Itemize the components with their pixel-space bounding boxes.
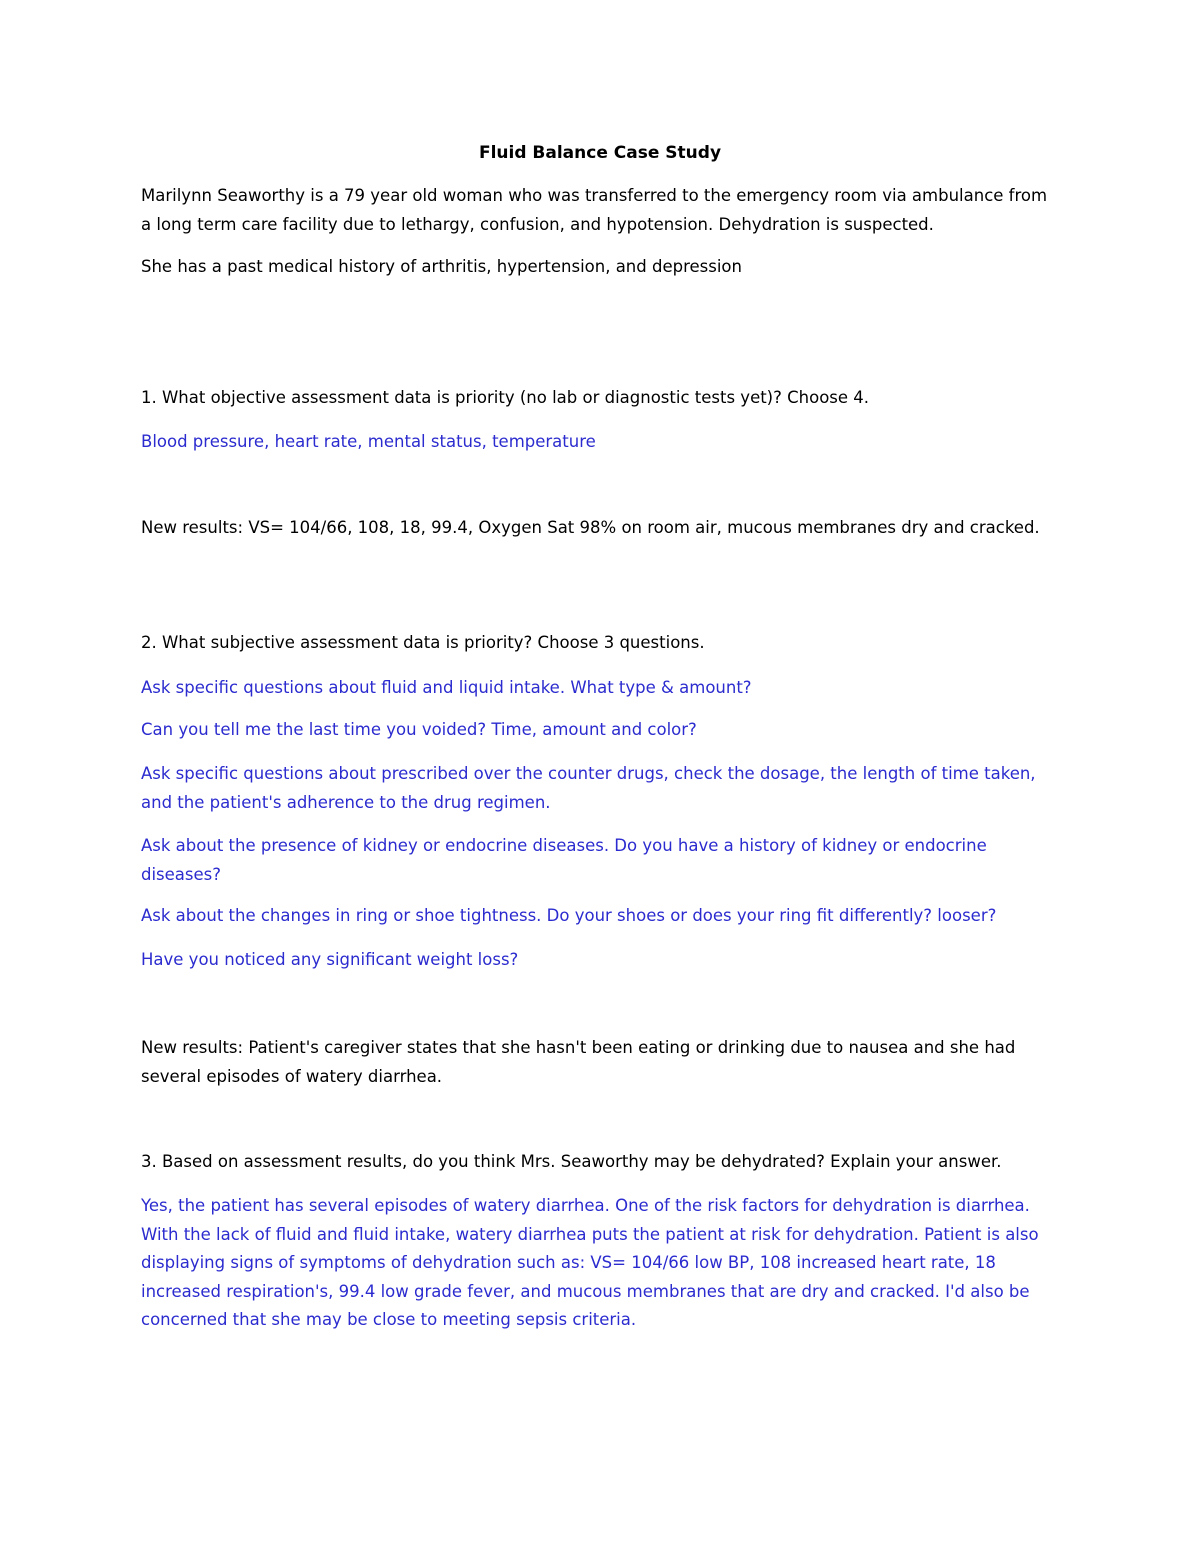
question-3: 3. Based on assessment results, do you think Mrs. Seaworthy may be dehydrated? Explain your answer.	[141, 1152, 1002, 1171]
results-2: New results: Patient's caregiver states that she hasn't been eating or drinking due to nausea and she had several episodes of watery diarrhea.	[141, 1038, 1016, 1086]
question-1: 1. What objective assessment data is priority (no lab or diagnostic tests yet)? Choose 4.	[141, 388, 870, 407]
answer-2-item: Ask about the presence of kidney or endocrine diseases. Do you have a history of kidney or endocrine diseases?	[141, 836, 987, 884]
answer-3: Yes, the patient has several episodes of watery diarrhea. One of the risk factors for dehydration is diarrhea. With the lack of fluid and fluid intake, watery diarrhea puts the patient at risk for dehydration. Patient is also displaying signs of symptoms of dehydration such as: VS= 104/66 low BP, 108 increased heart rate, 18 increased respiration's, 99.4 low grade fever, and mucous membranes that are dry and cracked. I'd also be concerned that she may be close to meeting sepsis criteria.	[141, 1196, 1039, 1329]
answer-2-item: Ask about the changes in ring or shoe tightness. Do your shoes or does your ring fit differently? looser?	[141, 906, 997, 925]
intro-paragraph-patient: Marilynn Seaworthy is a 79 year old woman who was transferred to the emergency room via ambulance from a long term care facility due to lethargy, confusion, and hypotension. Dehydration is suspected.	[141, 186, 1048, 234]
answer-2-item: Can you tell me the last time you voided? Time, amount and color?	[141, 720, 697, 739]
question-2: 2. What subjective assessment data is priority? Choose 3 questions.	[141, 633, 705, 652]
answer-1: Blood pressure, heart rate, mental status, temperature	[141, 432, 596, 451]
answer-2-item: Ask specific questions about prescribed over the counter drugs, check the dosage, the length of time taken, and the patient's adherence to the drug regimen.	[141, 764, 1036, 812]
answer-2-item: Have you noticed any significant weight loss?	[141, 950, 519, 969]
answer-2-item: Ask specific questions about fluid and liquid intake. What type & amount?	[141, 678, 752, 697]
results-1: New results: VS= 104/66, 108, 18, 99.4, Oxygen Sat 98% on room air, mucous membranes dry and cracked.	[141, 518, 1040, 537]
document-title: Fluid Balance Case Study	[478, 143, 722, 163]
intro-paragraph-history: She has a past medical history of arthritis, hypertension, and depression	[141, 257, 742, 276]
